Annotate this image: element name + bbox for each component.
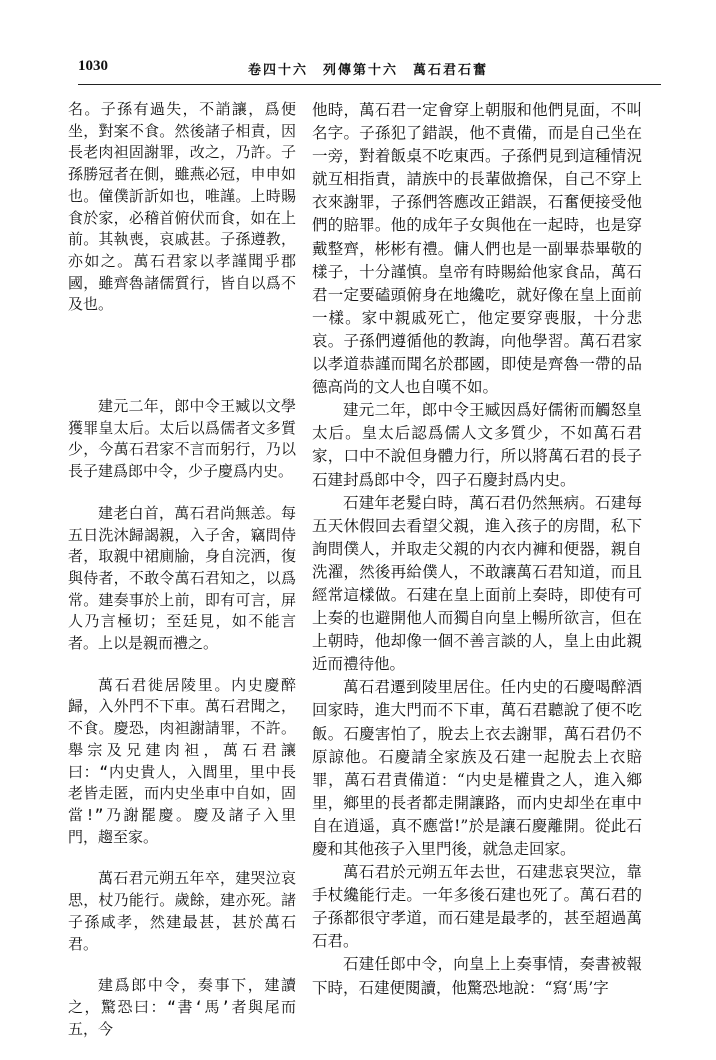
running-head: 卷四十六 列傳第十六 萬石君石奮 [248,63,489,78]
classical-text-column [68,99,296,1060]
translation-paragraph: 建元二年，郎中令王臧因爲好儒術而觸怒皇太后。皇太后認爲儒人文多質少，不如萬石君家，口中不說但身體力行，所以將萬石君的長子石建封爲郎中令，四子石慶封爲内史。 [312,401,642,489]
translation-paragraph: 萬石君遷到陵里居住。任内史的石慶喝醉酒回家時，進大門而不下車，萬石君聽說了便不吃飯。石慶害怕了，脫去上衣去謝罪，萬石君仍不原諒他。石慶請全家族及石建一起脫去上衣賠罪，萬石君責備道：“内史是權貴之人，進入鄉里，鄉里的長者都走開讓路，而内史却坐在車中自在逍遥，真不應當!”於是讓石慶離開。從此石慶和其他孩子入里門後，就急走回家。 [312,678,642,858]
page-header [78,58,661,84]
translation-column [312,99,642,1000]
translation-paragraph: 萬石君於元朔五年去世，石建悲哀哭泣，靠手杖纔能行走。一年多後石建也死了。萬石君的子孫都很守孝道，而石建是最孝的，甚至超過萬石君。 [312,863,642,951]
classical-paragraph: 名。子孫有過失，不誚讓，爲便坐，對案不食。然後諸子相責，因長老肉袒固謝罪，改之，乃許。子孫勝冠者在側，雖燕必冠，申申如也。僮僕訢訢如也，唯謹。上時賜食於家，必稽首俯伏而食，如在上前。其執喪，哀戚甚。子孫遵教，亦如之。萬石君家以孝謹聞乎郡國，雖齊魯諸儒質行，皆自以爲不及也。 [68,100,296,314]
translation-paragraph: 石建任郎中令，向皇上上奏事情，奏書被報下時，石建便閱讀，他驚恐地說：“寫‘馬’字 [312,955,642,997]
classical-paragraph: 建爲郎中令，奏事下，建讀之，驚恐曰：“書‘馬’者與尾而五，今 [68,976,296,1038]
translation-paragraph: 他時，萬石君一定會穿上朝服和他們見面，不叫名字。子孫犯了錯誤，他不責備，而是自己坐在一旁，對着飯桌不吃東西。子孫們見到這種情況就互相指責，請族中的長輩做擔保，自己不穿上衣來謝罪，子孫們答應改正錯誤，石奮便接受他們的賠罪。他的成年子女與他在一起時，也是穿戴整齊，彬彬有禮。傭人們也是一副畢恭畢敬的樣子，十分謹慎。皇帝有時賜給他家食品，萬石君一定要磕頭俯身在地纔吃，就好像在皇上面前一樣。家中親戚死亡，他定要穿喪服，十分悲哀。子孫們遵循他的教誨，向他學習。萬石君家以孝道恭謹而聞名於郡國，即使是齊魯一帶的品德高尚的文人也自嘆不如。 [312,101,642,397]
translation-paragraph: 石建年老髮白時，萬石君仍然無病。石建每五天休假回去看望父親，進入孩子的房間，私下詢問僕人，并取走父親的内衣内褲和便器，親自洗濯，然後再給僕人，不敢讓萬石君知道，而且經常這樣做。石建在皇上面前上奏時，即使有可上奏的也避開他人而獨自向皇上暢所欲言，但在上朝時，他却像一個不善言談的人，皇上由此親近而禮待他。 [312,493,642,674]
classical-paragraph: 萬石君徙居陵里。内史慶醉歸，入外門不下車。萬石君聞之，不食。慶恐，肉袒謝請罪，不許。舉宗及兄建肉袒，萬石君讓曰：“内史貴人，入閭里，里中長老皆走匿，而内史坐車中自如，固當!”乃謝罷慶。慶及諸子入里門，趨至家。 [68,675,296,846]
classical-paragraph: 建老白首，萬石君尚無恙。每五日洗沐歸謁親，入子舍，竊問侍者，取親中裙廁牏，身自浣洒，復與侍者，不敢令萬石君知之，以爲常。建奏事於上前，即有可言，屏人乃言極切；至廷見，如不能言者。上以是親而禮之。 [68,503,296,653]
classical-paragraph: 建元二年，郎中令王臧以文學獲罪皇太后。太后以爲儒者文多質少，今萬石君家不言而躬行，乃以長子建爲郎中令，少子慶爲内史。 [68,397,296,481]
page-number: 1030 [78,58,108,74]
header-rule [78,84,661,85]
classical-paragraph: 萬石君元朔五年卒，建哭泣哀思，杖乃能行。歲餘，建亦死。諸子孫咸孝，然建最甚，甚於萬石君。 [68,869,296,953]
